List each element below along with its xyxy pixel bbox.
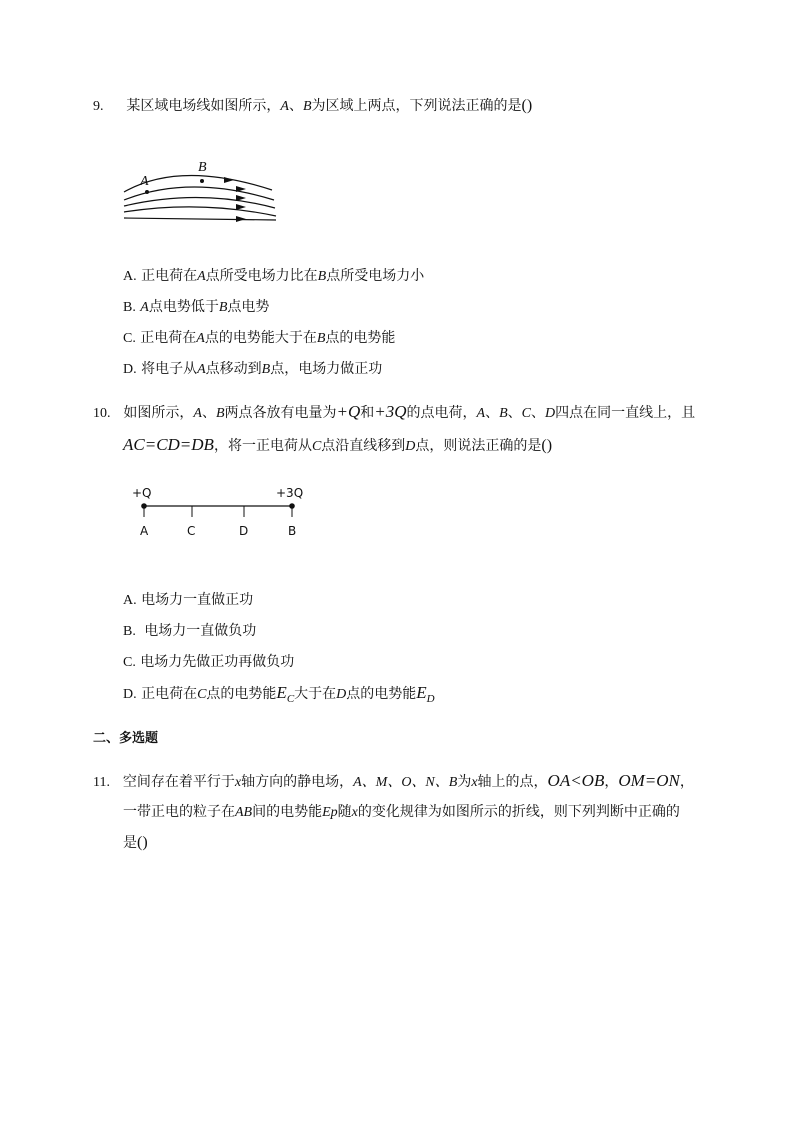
option-point: A [140,300,149,315]
q9-number: 9. [93,99,104,114]
field-line-5 [124,218,276,220]
label-a: A [140,174,149,189]
arrow-head-4 [236,204,246,210]
q10-option-c[interactable] [123,652,294,673]
arrow-head-3 [236,195,246,201]
stem-text: 随 [337,804,352,820]
stem-point: A [193,406,202,421]
stem-sep: 、 [485,405,500,421]
q9-stem [93,96,532,117]
q10-option-d[interactable] [123,683,435,709]
arrow-head-1 [224,177,234,183]
option-text: 点的电势能大于在 [204,330,317,346]
stem-text: 两点各放有电量为 [224,405,337,421]
option-point: B [317,269,327,284]
option-letter: B. [123,624,136,639]
option-text: 点的电势能 [346,686,417,702]
option-text: 点电势低于 [148,299,219,315]
q9-stem-text-2: 为区域上两点，下列说法正确的是 [311,98,522,114]
q11-stem-line-1 [93,771,694,793]
stem-text: 点沿直线移到 [321,438,406,454]
option-text: 电场力先做正功再做负功 [140,654,295,670]
q9-sep: 、 [288,98,303,114]
stem-var: x [234,775,242,790]
stem-text: 间的电势能 [252,804,323,820]
q9-field-lines-figure [120,160,280,230]
stem-text: 为 [457,774,472,790]
charge-right-label: +3Q [276,486,304,500]
stem-point: A [476,406,486,421]
stem-text: 的点电荷， [406,405,477,421]
label-b: B [288,524,297,538]
stem-sep: ， [604,774,619,790]
stem-text: 一带正电的粒子在 [123,804,235,820]
q9-stem-text-1: 某区域电场线如图所示， [126,98,281,114]
option-text: 点所受电场力比在 [205,268,318,284]
option-point: D [336,687,347,702]
point-a-dot [145,190,149,194]
charge-q2: +3Q [374,402,407,421]
q10-number: 10. [93,406,111,421]
label-d: D [239,524,249,538]
stem-point: C [311,439,322,454]
option-point: B [218,300,228,315]
point-b-dot [200,179,204,183]
stem-text: 的变化规律为如图所示的折线，则下列判断中正确的 [357,804,680,820]
stem-text: ，将一正电荷从 [213,438,312,454]
stem-sep: ， [679,774,694,790]
option-point: C [197,687,207,702]
stem-point: B [215,406,225,421]
energy-symbol: E [276,683,287,702]
field-line-4 [124,207,276,216]
option-letter: D. [123,687,137,702]
option-text: 正电荷在 [141,686,198,702]
section-title-multi-choice: 二、多选题 [93,731,159,746]
option-point: A [196,331,205,346]
stem-var: x [351,805,358,820]
q9-point-a: A [280,99,289,114]
stem-point: D [405,439,416,454]
option-text: 正电荷在 [140,330,197,346]
q9-option-a[interactable] [123,266,424,287]
option-point: B [316,331,326,346]
equation: AC=CD=DB [123,435,214,454]
stem-points: A、M、O、N、B [353,775,458,790]
option-letter: C. [123,655,136,670]
q10-option-a[interactable] [123,590,253,611]
relation: OM=ON [618,771,680,790]
option-text: 点的电势能 [206,686,277,702]
stem-text: 和 [360,405,375,421]
stem-text: 点，则说法正确的是 [415,438,542,454]
energy-subscript: D [426,692,435,705]
stem-point: D [545,406,556,421]
option-text: 点所受电场力小 [326,268,425,284]
stem-sep: 、 [201,405,216,421]
option-text: 点电势 [227,299,270,315]
q9-point-b: B [302,99,312,114]
q10-charges-figure [130,485,310,545]
stem-text: 轴方向的静电场， [241,774,354,790]
label-c: C [187,524,196,538]
q10-option-b[interactable] [123,621,256,642]
stem-text: 轴上的点， [477,774,548,790]
stem-point: C [521,406,531,421]
q10-stem-line-2 [123,435,552,457]
energy-subscript: C [286,692,295,705]
option-letter: A. [123,269,137,284]
option-text: 大于在 [294,686,337,702]
stem-var: AB [235,805,253,820]
option-text: 点移动到 [205,361,262,377]
stem-text: 空间存在着平行于 [122,774,235,790]
option-letter: D. [123,362,137,377]
q9-option-b[interactable] [123,297,269,318]
label-a: A [140,524,149,538]
stem-sep: 、 [507,405,522,421]
stem-text: 是 [123,835,137,851]
charge-left-label: +Q [132,486,152,500]
stem-text: 四点在同一直线上，且 [555,405,696,421]
q11-answer-paren: () [137,834,148,851]
option-point: B [261,362,271,377]
charge-q1: +Q [336,402,361,421]
option-text: 将电子从 [141,361,198,377]
q11-stem-line-2 [123,802,680,823]
option-text: 点的电势能 [325,330,396,346]
q10-answer-paren: () [541,437,553,454]
option-letter: A. [123,593,137,608]
option-letter: C. [123,331,136,346]
option-text: 正电荷在 [141,268,198,284]
option-letter: B. [123,300,136,315]
option-point: A [197,362,206,377]
q9-option-d[interactable] [123,359,382,380]
q10-stem-line-1 [93,402,695,424]
stem-text: 如图所示， [123,405,194,421]
stem-var: Ep [322,805,338,820]
option-point: A [197,269,206,284]
q11-stem-line-3 [123,833,148,853]
label-b: B [198,160,207,175]
energy-symbol: E [416,683,427,702]
arrow-head-5 [236,216,246,222]
stem-point: B [499,406,508,421]
option-text: 点，电场力做正功 [270,361,383,377]
stem-sep: 、 [531,405,545,421]
option-text: 电场力一直做正功 [141,592,254,608]
q11-number: 11. [93,775,110,790]
relation: OA<OB [547,771,605,790]
q9-answer-paren: () [521,97,533,114]
q9-option-c[interactable] [123,328,395,349]
option-text: 电场力一直做负功 [144,623,257,639]
stem-var: x [471,775,478,790]
